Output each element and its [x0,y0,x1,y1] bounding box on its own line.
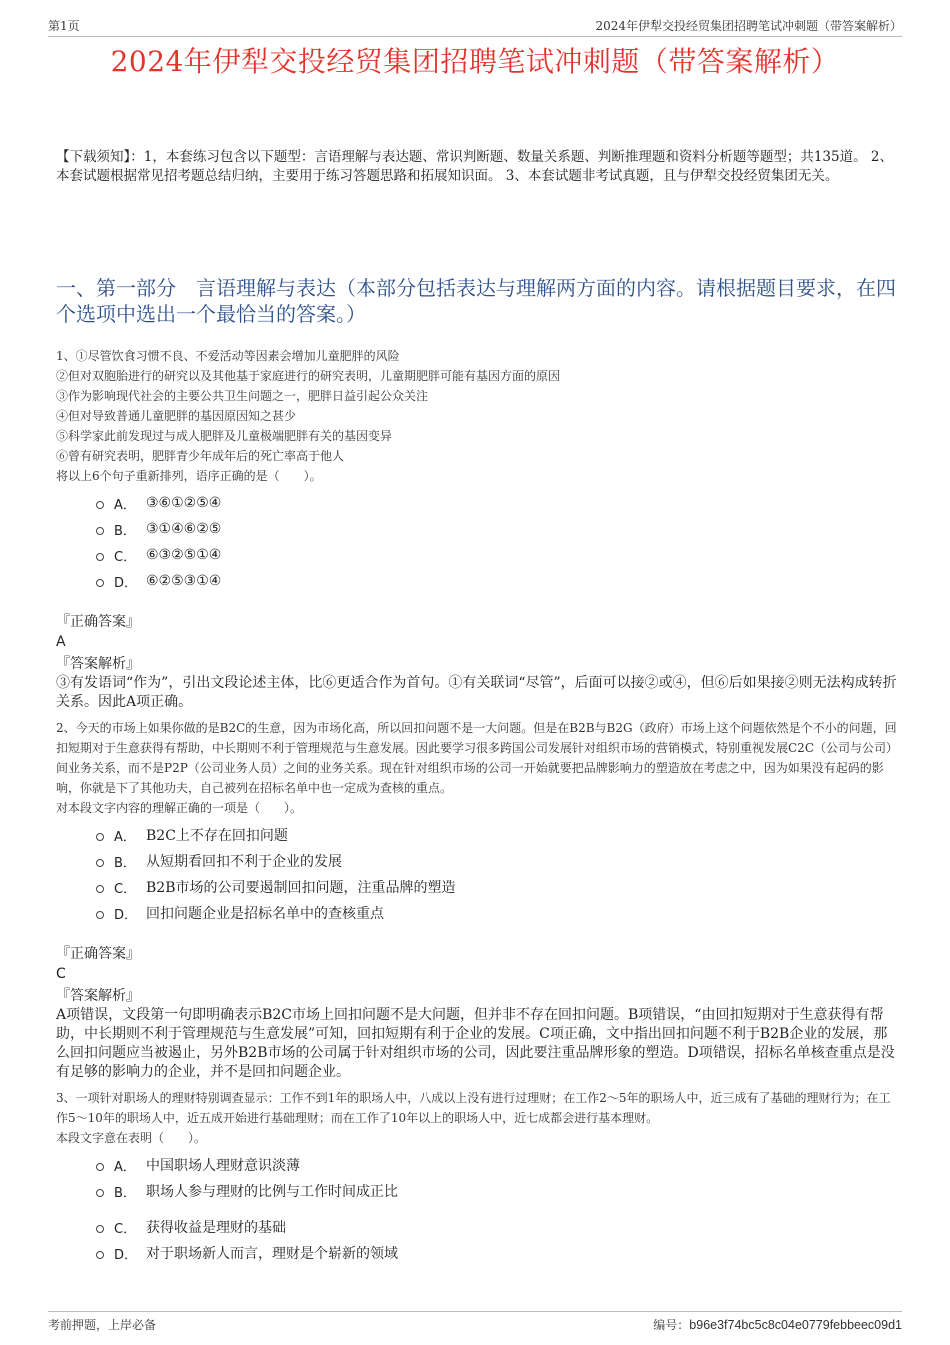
radio-icon[interactable] [96,527,104,535]
stem-line: 2、今天的市场上如果你做的是B2C的生意，因为市场化高，所以回扣问题不是一大问题。但是在B2B与B2G（政府）市场上这个问题依然是个不小的问题，回扣短期对于生意获得有帮助，中长期则不利于管理规范与生意发展。因此要学习很多跨国公司发展针对组织市场的营销模式，特别重视发展C2C（公司与公司）间业务关系，而不是P2P（公司业务人员）之间的业务关系。现在针对组织市场的公司一开始就要把品牌影响力的塑造放在考虑之中，因为如果没有起码的影响，你就是下了其他功夫，自己被列在招标名单中也一定成为查核的重点。 [56,721,899,795]
option-a[interactable]: A． ③⑥①②⑤④ [96,490,898,516]
radio-icon[interactable] [96,833,104,841]
radio-icon[interactable] [96,1251,104,1259]
option-b[interactable]: B． ③①④⑥②⑤ [96,516,898,542]
answer-label: 『正确答案』 [56,946,140,962]
page-header [48,14,902,37]
option-b[interactable]: B． 从短期看回扣不利于企业的发展 [96,848,898,874]
stem-line: ⑤科学家此前发现过与成人肥胖及儿童极端肥胖有关的基因变异 [56,429,393,443]
analysis-label: 『答案解析』 [56,656,140,672]
stem-line: 1、①尽管饮食习惯不良、不爱活动等因素会增加儿童肥胖的风险 [56,349,400,363]
radio-icon[interactable] [96,1163,104,1171]
header-doc-title: 2024年伊犁交投经贸集团招聘笔试冲刺题（带答案解析） [595,19,902,33]
footer-code-label: 编号： [653,1318,690,1332]
stem-line: ④但对导致普通儿童肥胖的基因原因知之甚少 [56,409,297,423]
radio-icon[interactable] [96,501,104,509]
footer-slogan: 考前押题，上岸必备 [48,1318,157,1332]
section-title: 一、第一部分 言语理解与表达（本部分包括表达与理解两方面的内容。请根据题目要求，在四个选项中选出一个最恰当的答案。） [56,276,896,326]
analysis-label: 『答案解析』 [56,988,140,1004]
stem-line: 3、一项针对职场人的理财特别调查显示：工作不到1年的职场人中，八成以上没有进行过理财；在工作2～5年的职场人中，近三成有了基础的理财行为；在工作5～10年的职场人中，近五成开始进行基础理财；而在工作了10年以上的职场人中，近七成都会进行基本理财。 [56,1091,891,1125]
stem-line: ②但对双胞胎进行的研究以及其他基于家庭进行的研究表明，儿童期肥胖可能有基因方面的原因 [56,369,561,383]
radio-icon[interactable] [96,579,104,587]
radio-icon[interactable] [96,553,104,561]
radio-icon[interactable] [96,885,104,893]
option-a[interactable]: A． 中国职场人理财意识淡薄 [96,1152,898,1178]
question-stem [56,346,898,486]
download-notice: 【下载须知】：1，本套练习包含以下题型：言语理解与表达题、常识判断题、数量关系题、判断推理题和资料分析题等题型；共135道。 2、本套试题根据常见招考题总结归纳，主要用于练习答题思路和拓展知识面。 3、本套试题非考试真题，且与伊犁交投经贸集团无关。 [56,149,893,184]
radio-icon[interactable] [96,1225,104,1233]
answer-value: A [56,634,66,650]
stem-line: 将以上6个句子重新排列，语序正确的是（ ）。 [56,469,322,483]
analysis-text: ③有发语词“作为”，引出文段论述主体，比⑥更适合作为首句。①有关联词“尽管”，后面可以接②或④，但⑥后如果接②则无法构成转折关系。因此A项正确。 [56,675,897,710]
question-stem [56,718,898,818]
radio-icon[interactable] [96,911,104,919]
radio-icon[interactable] [96,859,104,867]
option-b[interactable]: B． 职场人参与理财的比例与工作时间成正比 [96,1178,898,1204]
footer-code-block [653,1316,902,1336]
page-footer [48,1311,902,1336]
page-number: 第1页 [48,19,80,33]
option-c[interactable]: C． B2B市场的公司要遏制回扣问题，注重品牌的塑造 [96,874,898,900]
option-c[interactable]: C． ⑥③②⑤①④ [96,542,898,568]
option-a[interactable]: A． B2C上不存在回扣问题 [96,822,898,848]
footer-code: b96e3f74bc5c8c04e0779febbeec09d1 [689,1318,902,1332]
option-d[interactable]: D． ⑥②⑤③①④ [96,568,898,594]
stem-line: 对本段文字内容的理解正确的一项是（ ）。 [56,801,303,815]
question-stem [56,1088,898,1148]
option-d[interactable]: D． 回扣问题企业是招标名单中的查核重点 [96,900,898,926]
option-c[interactable]: C． 获得收益是理财的基础 [96,1214,898,1240]
answer-label: 『正确答案』 [56,614,140,630]
question-2 [56,718,898,1082]
stem-line: 本段文字意在表明（ ）。 [56,1131,207,1145]
answer-value: C [56,966,66,982]
stem-line: ③作为影响现代社会的主要公共卫生问题之一，肥胖日益引起公众关注 [56,389,429,403]
document-title: 2024年伊犁交投经贸集团招聘笔试冲刺题（带答案解析） [110,45,840,78]
option-list [96,490,898,594]
option-list [96,1152,898,1266]
question-3 [56,1088,898,1266]
option-d[interactable]: D． 对于职场新人而言，理财是个崭新的领域 [96,1240,898,1266]
analysis-text: A项错误，文段第一句即明确表示B2C市场上回扣问题不是大问题，但并非不存在回扣问题。B项错误，“由回扣短期对于生意获得有帮助，中长期则不利于管理规范与生意发展”可知，回扣短期有利于企业的发展。C项正确，文中指出回扣问题不利于B2B企业的发展，那么回扣问题应当被遏止，另外B2B市场的公司属于针对组织市场的公司，因此要注重品牌形象的塑造。D项错误，招标名单核查重点是没有足够的影响力的企业，并不是回扣问题企业。 [56,1007,895,1080]
option-list [96,822,898,926]
radio-icon[interactable] [96,1189,104,1197]
question-1 [56,346,898,712]
stem-line: ⑥曾有研究表明，肥胖青少年成年后的死亡率高于他人 [56,449,345,463]
